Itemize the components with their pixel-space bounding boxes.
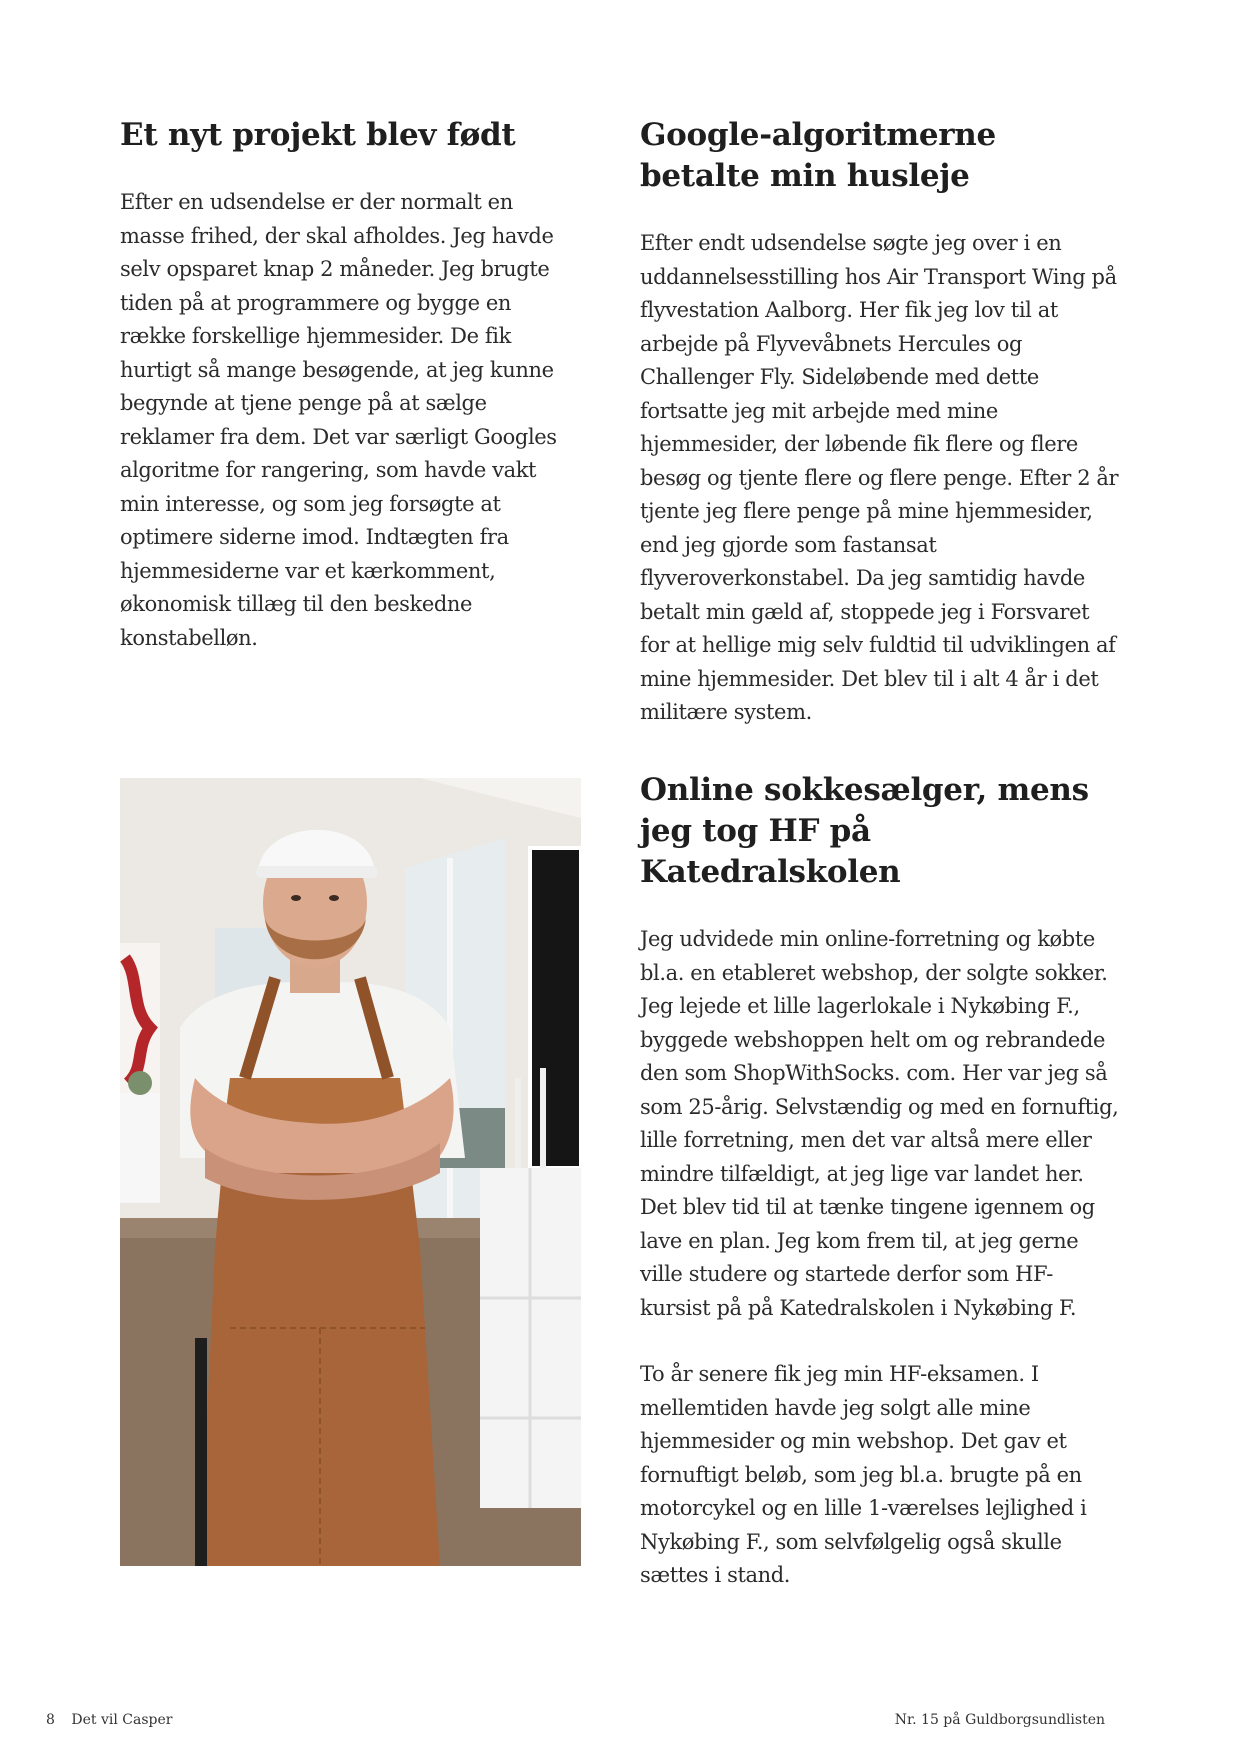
paragraph-nyt-projekt: Efter en udsendelse er der normalt en masse frihed, der skal afholdes. Jeg havde selv opsparet knap 2 måneder. Jeg brugte tiden på at programmere og bygge en række forskellige hjemmesider. De fik hurtigt så mange besøgende, at jeg kunne begynde at tjene penge på at sælge reklamer fra dem. Det var særligt Googles algoritme for rangering, som havde vakt min interesse, og som jeg forsøgte at optimere siderne imod. Indtægten fra hjemmesiderne var et kærkomment, økonomisk tillæg til den beskedne konstabelløn. <box>120 190 557 650</box>
man-in-apron-photo <box>120 778 581 1566</box>
heading-nyt-projekt: Et nyt projekt blev født <box>120 117 516 153</box>
right-column-bottom <box>640 770 1120 1593</box>
footer-right: Nr. 15 på Guldborgsundlisten <box>894 1712 1105 1728</box>
heading-google-algoritmer: Google-algoritmerne betalte min husleje <box>640 117 996 194</box>
heading-online-sokkesaelger: Online sokkesælger, mens jeg tog HF på Katedralskolen <box>640 772 1089 890</box>
right-column-top <box>640 115 1120 730</box>
page-number: 8 <box>46 1712 55 1728</box>
footer-section: Det vil Casper <box>71 1712 173 1728</box>
paragraph-online-sokkesaelger-1: Jeg udvidede min online-forretning og købte bl.a. en etableret webshop, der solgte sokker. Jeg lejede et lille lagerlokale i Nykøbing F., byggede webshoppen helt om og rebrandede den som ShopWithSocks. com. Her var jeg så som 25-årig. Selvstændig og med en fornuftig, lille forretning, men det var altså mere eller mindre tilfældigt, at jeg lige var landet her. Det blev tid til at tænke tingene igennem og lave en plan. Jeg kom frem til, at jeg gerne ville studere og startede derfor som HF-kursist på på Katedralskolen i Nykøbing F. <box>640 927 1119 1320</box>
paragraph-google-algoritmer: Efter endt udsendelse søgte jeg over i en uddannelsesstilling hos Air Transport Wing på flyvestation Aalborg. Her fik jeg lov til at arbejde på Flyvevåbnets Hercules og Challenger Fly. Sideløbende med dette fortsatte jeg mit arbejde med mine hjemmesider, der løbende fik flere og flere besøg og tjente flere og flere penge. Efter 2 år tjente jeg flere penge på mine hjemmesider, end jeg gjorde som fastansat flyveroverkonstabel. Da jeg samtidig havde betalt min gæld af, stoppede jeg i Forsvaret for at hellige mig selv fuldtid til udviklingen af mine hjemmesider. Det blev til i alt 4 år i det militære system. <box>640 231 1119 724</box>
left-column <box>120 115 580 655</box>
paragraph-online-sokkesaelger-2: To år senere fik jeg min HF-eksamen. I mellemtiden havde jeg solgt alle mine hjemmesider og min webshop. Det gav et fornuftigt beløb, som jeg bl.a. brugte på en motorcykel og en lille 1-værelses lejlighed i Nykøbing F., som selvfølgelig også skulle sættes i stand. <box>640 1362 1087 1587</box>
footer-left <box>46 1712 172 1728</box>
